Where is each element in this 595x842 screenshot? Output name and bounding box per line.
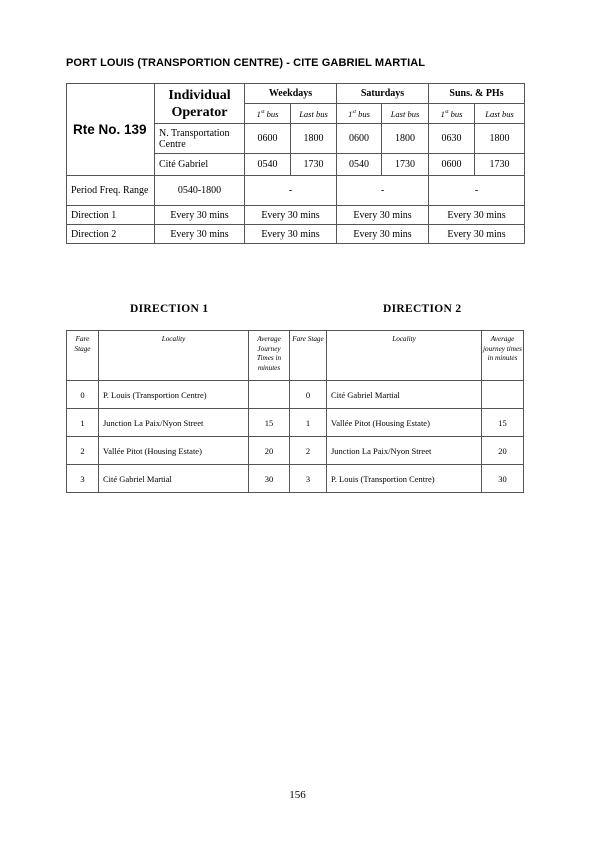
weekdays-header: Weekdays — [245, 84, 337, 104]
fare-stage: 2 — [290, 437, 327, 465]
avg-time: 15 — [482, 409, 524, 437]
direction-label: Direction 1 — [67, 206, 155, 225]
time-cell: 0600 — [429, 154, 475, 176]
fare-stage: 0 — [290, 381, 327, 409]
avg-time — [249, 381, 290, 409]
period-value: - — [429, 176, 525, 206]
frequency-cell: Every 30 mins — [155, 206, 245, 225]
locality: P. Louis (Transportion Centre) — [99, 381, 249, 409]
schedule-table — [66, 83, 525, 244]
stop-name: Cité Gabriel — [155, 154, 245, 176]
table-row — [67, 465, 524, 493]
direction-label: Direction 2 — [67, 225, 155, 244]
time-cell: 1730 — [475, 154, 525, 176]
time-cell: 0630 — [429, 124, 475, 154]
avg-time-header: Average journey times in minutes — [482, 331, 524, 381]
locality-header: Locality — [99, 331, 249, 381]
frequency-cell: Every 30 mins — [155, 225, 245, 244]
time-cell: 0540 — [337, 154, 382, 176]
time-cell: 0540 — [245, 154, 291, 176]
locality: Junction La Paix/Nyon Street — [327, 437, 482, 465]
period-value: - — [337, 176, 429, 206]
fare-stage: 1 — [290, 409, 327, 437]
time-cell: 1730 — [291, 154, 337, 176]
page-number: 156 — [289, 789, 306, 801]
locality: Cité Gabriel Martial — [99, 465, 249, 493]
locality: P. Louis (Transportion Centre) — [327, 465, 482, 493]
table-row — [67, 437, 524, 465]
avg-time: 15 — [249, 409, 290, 437]
fare-stage: 3 — [290, 465, 327, 493]
avg-time-header: Average Journey Times in minutes — [249, 331, 290, 381]
time-cell: 1730 — [382, 154, 429, 176]
direction-2-heading: DIRECTION 2 — [383, 303, 462, 315]
time-cell: 1800 — [291, 124, 337, 154]
table-row — [67, 409, 524, 437]
frequency-cell: Every 30 mins — [245, 225, 337, 244]
first-bus-header: 1st bus — [337, 104, 382, 124]
period-value: - — [245, 176, 337, 206]
page-title: PORT LOUIS (TRANSPORTION CENTRE) - CITE GABRIEL MARTIAL — [66, 57, 426, 69]
fare-stage-header: Fare Stage — [67, 331, 99, 381]
stop-name: N. Transportation Centre — [155, 124, 245, 154]
time-cell: 1800 — [475, 124, 525, 154]
locality: Cité Gabriel Martial — [327, 381, 482, 409]
first-bus-header: 1st bus — [429, 104, 475, 124]
locality: Junction La Paix/Nyon Street — [99, 409, 249, 437]
fare-stage: 2 — [67, 437, 99, 465]
avg-time — [482, 381, 524, 409]
time-cell: 0600 — [245, 124, 291, 154]
fare-stage-table — [66, 330, 524, 493]
operator-header: Individual Operator — [155, 84, 245, 124]
last-bus-header: Last bus — [382, 104, 429, 124]
fare-stage: 3 — [67, 465, 99, 493]
saturdays-header: Saturdays — [337, 84, 429, 104]
avg-time: 20 — [249, 437, 290, 465]
period-label: Period Freq. Range — [67, 176, 155, 206]
fare-stage: 1 — [67, 409, 99, 437]
period-value: 0540-1800 — [155, 176, 245, 206]
last-bus-header: Last bus — [291, 104, 337, 124]
time-cell: 1800 — [382, 124, 429, 154]
avg-time: 30 — [482, 465, 524, 493]
fare-stage: 0 — [67, 381, 99, 409]
first-bus-header: 1st bus — [245, 104, 291, 124]
last-bus-header: Last bus — [475, 104, 525, 124]
avg-time: 30 — [249, 465, 290, 493]
locality: Vallée Pitot (Housing Estate) — [327, 409, 482, 437]
locality-header: Locality — [327, 331, 482, 381]
frequency-cell: Every 30 mins — [337, 206, 429, 225]
fare-stage-header: Fare Stage — [290, 331, 327, 381]
direction-1-heading: DIRECTION 1 — [130, 303, 209, 315]
route-number: Rte No. 139 — [67, 84, 155, 176]
time-cell: 0600 — [337, 124, 382, 154]
avg-time: 20 — [482, 437, 524, 465]
sundays-header: Suns. & PHs — [429, 84, 525, 104]
locality: Vallée Pitot (Housing Estate) — [99, 437, 249, 465]
table-row — [67, 381, 524, 409]
frequency-cell: Every 30 mins — [429, 206, 525, 225]
frequency-cell: Every 30 mins — [245, 206, 337, 225]
frequency-cell: Every 30 mins — [337, 225, 429, 244]
frequency-cell: Every 30 mins — [429, 225, 525, 244]
